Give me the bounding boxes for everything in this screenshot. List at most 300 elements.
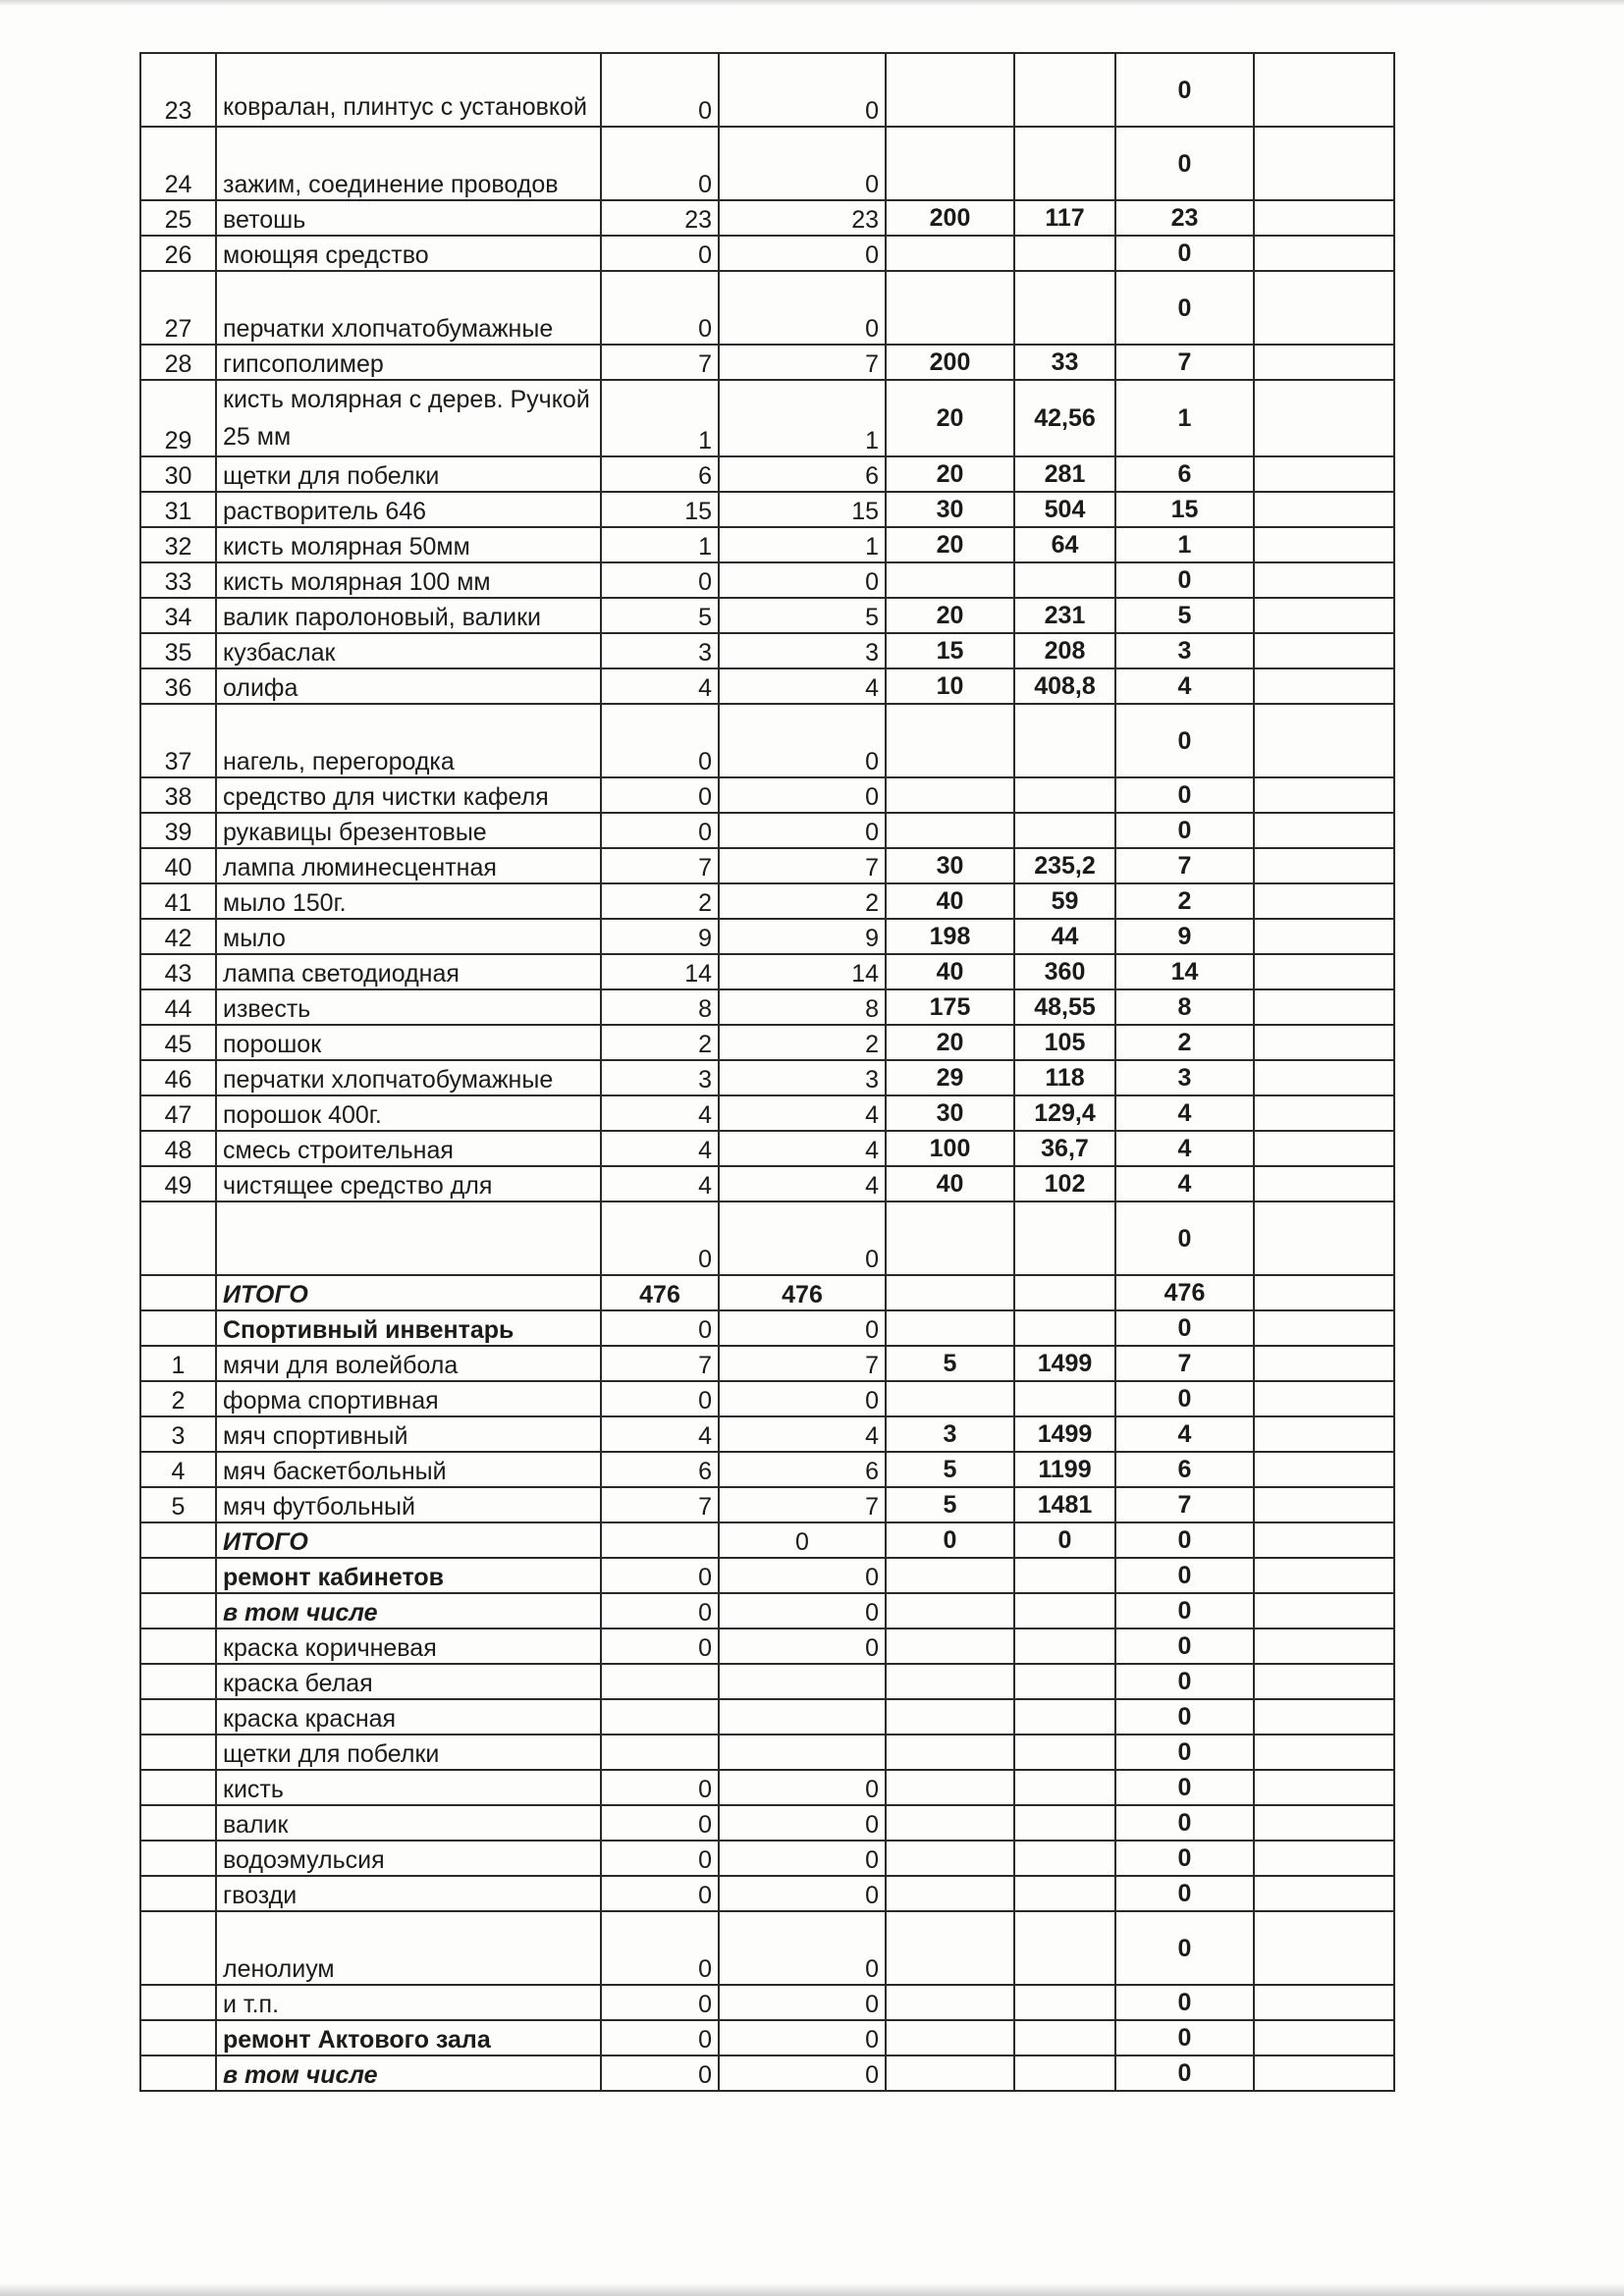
item-name-cell: форма спортивная <box>216 1381 601 1416</box>
quantity-2-cell: 3 <box>719 633 886 668</box>
amount-cell: 129,4 <box>1014 1095 1115 1131</box>
quantity-1-cell: 0 <box>601 1911 719 1985</box>
amount-cell <box>1014 1593 1115 1629</box>
total-cell: 0 <box>1115 2020 1254 2056</box>
amount-cell: 281 <box>1014 456 1115 492</box>
empty-cell <box>1254 345 1394 380</box>
item-name-cell: валик <box>216 1805 601 1841</box>
total-cell: 0 <box>1115 271 1254 345</box>
item-name-cell: порошок 400г. <box>216 1095 601 1131</box>
quantity-1-cell: 0 <box>601 1381 719 1416</box>
amount-cell <box>1014 127 1115 200</box>
total-cell: 14 <box>1115 954 1254 989</box>
quantity-1-cell: 15 <box>601 492 719 527</box>
row-number-cell <box>140 1735 216 1770</box>
total-cell: 0 <box>1115 1310 1254 1346</box>
amount-cell: 64 <box>1014 527 1115 562</box>
price-cell: 20 <box>886 1025 1014 1060</box>
table-row <box>140 704 1394 777</box>
quantity-2-cell: 0 <box>719 813 886 848</box>
price-cell <box>886 777 1014 813</box>
price-cell <box>886 1699 1014 1735</box>
empty-cell <box>1254 1805 1394 1841</box>
total-cell: 0 <box>1115 1770 1254 1805</box>
quantity-1-cell: 3 <box>601 1060 719 1095</box>
amount-cell <box>1014 236 1115 271</box>
quantity-2-cell: 0 <box>719 53 886 127</box>
total-cell: 2 <box>1115 1025 1254 1060</box>
table-row <box>140 2020 1394 2056</box>
total-cell: 4 <box>1115 1166 1254 1201</box>
row-number-cell <box>140 1310 216 1346</box>
row-number-cell: 24 <box>140 127 216 200</box>
empty-cell <box>1254 1346 1394 1381</box>
quantity-1-cell: 0 <box>601 271 719 345</box>
empty-cell <box>1254 492 1394 527</box>
quantity-1-cell: 0 <box>601 1558 719 1593</box>
quantity-1-cell: 4 <box>601 1095 719 1131</box>
row-number-cell: 5 <box>140 1487 216 1522</box>
quantity-1-cell <box>601 1735 719 1770</box>
empty-cell <box>1254 919 1394 954</box>
price-cell: 200 <box>886 200 1014 236</box>
item-name-cell: ковралан, плинтус с установкой <box>216 53 601 127</box>
quantity-2-cell <box>719 1735 886 1770</box>
quantity-2-cell: 5 <box>719 598 886 633</box>
total-cell: 0 <box>1115 1629 1254 1664</box>
quantity-1-cell: 4 <box>601 1166 719 1201</box>
quantity-2-cell: 4 <box>719 1416 886 1452</box>
quantity-1-cell: 0 <box>601 236 719 271</box>
scan-top-edge <box>0 0 1624 6</box>
amount-cell <box>1014 1841 1115 1876</box>
quantity-1-cell: 1 <box>601 380 719 456</box>
quantity-2-cell: 14 <box>719 954 886 989</box>
price-cell: 0 <box>886 1522 1014 1558</box>
price-cell <box>886 1381 1014 1416</box>
price-cell <box>886 813 1014 848</box>
table-row <box>140 1452 1394 1487</box>
quantity-2-cell <box>719 1699 886 1735</box>
table-row <box>140 1558 1394 1593</box>
quantity-1-cell: 7 <box>601 1346 719 1381</box>
quantity-1-cell: 4 <box>601 1416 719 1452</box>
quantity-1-cell: 7 <box>601 345 719 380</box>
quantity-2-cell: 0 <box>719 562 886 598</box>
empty-cell <box>1254 1452 1394 1487</box>
quantity-1-cell: 8 <box>601 989 719 1025</box>
price-cell <box>886 1841 1014 1876</box>
quantity-2-cell: 0 <box>719 1201 886 1275</box>
table-row <box>140 1275 1394 1310</box>
table-body <box>140 53 1394 2091</box>
quantity-2-cell: 0 <box>719 1558 886 1593</box>
row-number-cell: 38 <box>140 777 216 813</box>
amount-cell: 48,55 <box>1014 989 1115 1025</box>
empty-cell <box>1254 883 1394 919</box>
price-cell: 15 <box>886 633 1014 668</box>
item-name-cell: в том числе <box>216 2056 601 2091</box>
quantity-1-cell: 14 <box>601 954 719 989</box>
empty-cell <box>1254 1522 1394 1558</box>
item-name-cell: смесь строительная <box>216 1131 601 1166</box>
row-number-cell: 40 <box>140 848 216 883</box>
table-row <box>140 1025 1394 1060</box>
price-cell: 20 <box>886 456 1014 492</box>
quantity-2-cell: 1 <box>719 380 886 456</box>
price-cell: 20 <box>886 380 1014 456</box>
price-cell <box>886 1629 1014 1664</box>
total-cell: 7 <box>1115 345 1254 380</box>
row-number-cell: 45 <box>140 1025 216 1060</box>
total-cell: 0 <box>1115 1558 1254 1593</box>
table-row <box>140 236 1394 271</box>
total-cell: 7 <box>1115 848 1254 883</box>
row-number-cell: 3 <box>140 1416 216 1452</box>
price-cell <box>886 271 1014 345</box>
amount-cell: 504 <box>1014 492 1115 527</box>
amount-cell <box>1014 813 1115 848</box>
total-cell: 3 <box>1115 1060 1254 1095</box>
row-number-cell: 33 <box>140 562 216 598</box>
empty-cell <box>1254 1416 1394 1452</box>
item-name-cell: известь <box>216 989 601 1025</box>
total-cell: 476 <box>1115 1275 1254 1310</box>
table-row <box>140 271 1394 345</box>
quantity-1-cell: 0 <box>601 1805 719 1841</box>
total-cell: 8 <box>1115 989 1254 1025</box>
item-name-cell: щетки для побелки <box>216 456 601 492</box>
empty-cell <box>1254 1558 1394 1593</box>
amount-cell <box>1014 1805 1115 1841</box>
item-name-cell: перчатки хлопчатобумажные <box>216 1060 601 1095</box>
quantity-1-cell <box>601 1522 719 1558</box>
empty-cell <box>1254 954 1394 989</box>
item-name-cell: кисть молярная с дерев. Ручкой 25 мм <box>216 380 601 456</box>
amount-cell <box>1014 2056 1115 2091</box>
table-row <box>140 1346 1394 1381</box>
quantity-2-cell: 6 <box>719 456 886 492</box>
price-cell <box>886 562 1014 598</box>
total-cell: 0 <box>1115 2056 1254 2091</box>
amount-cell: 118 <box>1014 1060 1115 1095</box>
table-row <box>140 954 1394 989</box>
amount-cell <box>1014 1876 1115 1911</box>
price-cell <box>886 1310 1014 1346</box>
item-name-cell: лампа люминесцентная <box>216 848 601 883</box>
price-cell <box>886 1876 1014 1911</box>
amount-cell: 208 <box>1014 633 1115 668</box>
item-name-cell: краска коричневая <box>216 1629 601 1664</box>
quantity-1-cell: 5 <box>601 598 719 633</box>
table-row <box>140 1699 1394 1735</box>
total-cell: 3 <box>1115 633 1254 668</box>
item-name-cell: ленолиум <box>216 1911 601 1985</box>
item-name-cell: мяч баскетбольный <box>216 1452 601 1487</box>
total-cell: 0 <box>1115 1985 1254 2020</box>
table-row <box>140 1770 1394 1805</box>
quantity-2-cell: 8 <box>719 989 886 1025</box>
row-number-cell <box>140 2056 216 2091</box>
amount-cell: 235,2 <box>1014 848 1115 883</box>
quantity-1-cell: 4 <box>601 668 719 704</box>
row-number-cell <box>140 1876 216 1911</box>
total-cell: 0 <box>1115 562 1254 598</box>
quantity-1-cell: 0 <box>601 2056 719 2091</box>
quantity-2-cell: 15 <box>719 492 886 527</box>
item-name-cell: гипсополимер <box>216 345 601 380</box>
row-number-cell: 43 <box>140 954 216 989</box>
price-cell: 29 <box>886 1060 1014 1095</box>
total-cell: 4 <box>1115 1416 1254 1452</box>
item-name-cell: зажим, соединение проводов <box>216 127 601 200</box>
item-name-cell: ремонт кабинетов <box>216 1558 601 1593</box>
amount-cell: 408,8 <box>1014 668 1115 704</box>
quantity-2-cell: 0 <box>719 1593 886 1629</box>
total-cell: 0 <box>1115 813 1254 848</box>
quantity-2-cell: 0 <box>719 236 886 271</box>
empty-cell <box>1254 1166 1394 1201</box>
total-cell: 0 <box>1115 1841 1254 1876</box>
quantity-2-cell: 476 <box>719 1275 886 1310</box>
item-name-cell: мяч футбольный <box>216 1487 601 1522</box>
amount-cell: 36,7 <box>1014 1131 1115 1166</box>
quantity-2-cell: 0 <box>719 1629 886 1664</box>
price-cell <box>886 1805 1014 1841</box>
row-number-cell <box>140 2020 216 2056</box>
item-name-cell: щетки для побелки <box>216 1735 601 1770</box>
table-row <box>140 989 1394 1025</box>
empty-cell <box>1254 1275 1394 1310</box>
quantity-1-cell: 3 <box>601 633 719 668</box>
row-number-cell <box>140 1201 216 1275</box>
row-number-cell: 25 <box>140 200 216 236</box>
amount-cell: 1481 <box>1014 1487 1115 1522</box>
row-number-cell: 23 <box>140 53 216 127</box>
row-number-cell: 1 <box>140 1346 216 1381</box>
amount-cell <box>1014 704 1115 777</box>
empty-cell <box>1254 1131 1394 1166</box>
empty-cell <box>1254 1025 1394 1060</box>
empty-cell <box>1254 777 1394 813</box>
empty-cell <box>1254 1095 1394 1131</box>
row-number-cell: 28 <box>140 345 216 380</box>
empty-cell <box>1254 1841 1394 1876</box>
amount-cell <box>1014 1735 1115 1770</box>
row-number-cell: 27 <box>140 271 216 345</box>
amount-cell <box>1014 2020 1115 2056</box>
table-row <box>140 598 1394 633</box>
table-row <box>140 1911 1394 1985</box>
table-row <box>140 1876 1394 1911</box>
price-cell: 20 <box>886 527 1014 562</box>
amount-cell: 42,56 <box>1014 380 1115 456</box>
empty-cell <box>1254 1876 1394 1911</box>
table-row <box>140 919 1394 954</box>
quantity-2-cell: 0 <box>719 1911 886 1985</box>
quantity-2-cell: 7 <box>719 1346 886 1381</box>
quantity-1-cell: 0 <box>601 53 719 127</box>
price-cell: 200 <box>886 345 1014 380</box>
row-number-cell <box>140 1629 216 1664</box>
quantity-2-cell: 0 <box>719 127 886 200</box>
item-name-cell: ИТОГО <box>216 1275 601 1310</box>
quantity-1-cell: 23 <box>601 200 719 236</box>
quantity-2-cell: 0 <box>719 1805 886 1841</box>
price-cell: 30 <box>886 848 1014 883</box>
table-row <box>140 1487 1394 1522</box>
quantity-1-cell: 7 <box>601 1487 719 1522</box>
quantity-2-cell: 9 <box>719 919 886 954</box>
quantity-1-cell: 9 <box>601 919 719 954</box>
amount-cell <box>1014 1558 1115 1593</box>
quantity-2-cell: 2 <box>719 1025 886 1060</box>
quantity-1-cell: 0 <box>601 1629 719 1664</box>
amount-cell: 33 <box>1014 345 1115 380</box>
total-cell: 4 <box>1115 1131 1254 1166</box>
empty-cell <box>1254 1699 1394 1735</box>
item-name-cell: кисть молярная 100 мм <box>216 562 601 598</box>
table-row <box>140 562 1394 598</box>
amount-cell: 59 <box>1014 883 1115 919</box>
item-name-cell: чистящее средство для <box>216 1166 601 1201</box>
price-cell: 175 <box>886 989 1014 1025</box>
quantity-2-cell: 0 <box>719 1985 886 2020</box>
row-number-cell: 34 <box>140 598 216 633</box>
empty-cell <box>1254 1911 1394 1985</box>
table-row <box>140 1593 1394 1629</box>
table-row <box>140 1201 1394 1275</box>
quantity-2-cell: 7 <box>719 345 886 380</box>
table-row <box>140 813 1394 848</box>
total-cell: 0 <box>1115 1805 1254 1841</box>
empty-cell <box>1254 633 1394 668</box>
item-name-cell: кузбаслак <box>216 633 601 668</box>
quantity-2-cell: 4 <box>719 1131 886 1166</box>
amount-cell <box>1014 1664 1115 1699</box>
amount-cell <box>1014 777 1115 813</box>
empty-cell <box>1254 1735 1394 1770</box>
table-row <box>140 1310 1394 1346</box>
quantity-2-cell: 0 <box>719 1770 886 1805</box>
quantity-2-cell: 0 <box>719 1310 886 1346</box>
amount-cell: 102 <box>1014 1166 1115 1201</box>
table-row <box>140 1060 1394 1095</box>
total-cell: 0 <box>1115 1381 1254 1416</box>
item-name-cell: мыло 150г. <box>216 883 601 919</box>
item-name-cell: нагель, перегородка <box>216 704 601 777</box>
row-number-cell: 31 <box>140 492 216 527</box>
quantity-2-cell: 7 <box>719 848 886 883</box>
price-cell: 40 <box>886 954 1014 989</box>
table-row <box>140 127 1394 200</box>
total-cell: 6 <box>1115 1452 1254 1487</box>
row-number-cell: 44 <box>140 989 216 1025</box>
price-cell: 40 <box>886 1166 1014 1201</box>
price-cell <box>886 1275 1014 1310</box>
amount-cell: 105 <box>1014 1025 1115 1060</box>
total-cell: 0 <box>1115 236 1254 271</box>
table-row <box>140 200 1394 236</box>
empty-cell <box>1254 598 1394 633</box>
quantity-2-cell: 0 <box>719 1522 886 1558</box>
price-cell: 198 <box>886 919 1014 954</box>
item-name-cell: порошок <box>216 1025 601 1060</box>
empty-cell <box>1254 271 1394 345</box>
table-row <box>140 1735 1394 1770</box>
item-name-cell: кисть молярная 50мм <box>216 527 601 562</box>
total-cell: 9 <box>1115 919 1254 954</box>
quantity-1-cell: 1 <box>601 527 719 562</box>
price-cell: 10 <box>886 668 1014 704</box>
quantity-2-cell: 2 <box>719 883 886 919</box>
price-cell <box>886 1735 1014 1770</box>
item-name-cell: олифа <box>216 668 601 704</box>
quantity-1-cell: 0 <box>601 562 719 598</box>
price-cell: 5 <box>886 1452 1014 1487</box>
row-number-cell: 37 <box>140 704 216 777</box>
amount-cell: 360 <box>1014 954 1115 989</box>
price-cell <box>886 53 1014 127</box>
empty-cell <box>1254 53 1394 127</box>
quantity-1-cell: 0 <box>601 1201 719 1275</box>
table-row <box>140 1985 1394 2020</box>
empty-cell <box>1254 2056 1394 2091</box>
table-row <box>140 1381 1394 1416</box>
price-cell: 30 <box>886 1095 1014 1131</box>
empty-cell <box>1254 1985 1394 2020</box>
row-number-cell <box>140 1770 216 1805</box>
quantity-2-cell: 0 <box>719 704 886 777</box>
quantity-2-cell: 4 <box>719 1166 886 1201</box>
empty-cell <box>1254 989 1394 1025</box>
table-row <box>140 527 1394 562</box>
table-row <box>140 456 1394 492</box>
empty-cell <box>1254 456 1394 492</box>
total-cell: 0 <box>1115 1699 1254 1735</box>
quantity-2-cell: 0 <box>719 271 886 345</box>
item-name-cell: лампа светодиодная <box>216 954 601 989</box>
empty-cell <box>1254 562 1394 598</box>
empty-cell <box>1254 1664 1394 1699</box>
quantity-1-cell: 0 <box>601 1985 719 2020</box>
quantity-2-cell <box>719 1664 886 1699</box>
inventory-table <box>139 52 1395 2092</box>
row-number-cell: 29 <box>140 380 216 456</box>
empty-cell <box>1254 704 1394 777</box>
row-number-cell: 46 <box>140 1060 216 1095</box>
quantity-1-cell: 0 <box>601 127 719 200</box>
total-cell: 1 <box>1115 380 1254 456</box>
price-cell <box>886 1770 1014 1805</box>
total-cell: 0 <box>1115 1911 1254 1985</box>
quantity-1-cell: 0 <box>601 1310 719 1346</box>
table-row <box>140 345 1394 380</box>
amount-cell: 44 <box>1014 919 1115 954</box>
table-row <box>140 2056 1394 2091</box>
quantity-1-cell: 4 <box>601 1131 719 1166</box>
empty-cell <box>1254 2020 1394 2056</box>
price-cell: 100 <box>886 1131 1014 1166</box>
item-name-cell: и т.п. <box>216 1985 601 2020</box>
row-number-cell: 47 <box>140 1095 216 1131</box>
price-cell: 30 <box>886 492 1014 527</box>
total-cell: 1 <box>1115 527 1254 562</box>
table-row <box>140 492 1394 527</box>
item-name-cell: в том числе <box>216 1593 601 1629</box>
amount-cell: 1499 <box>1014 1346 1115 1381</box>
amount-cell: 231 <box>1014 598 1115 633</box>
